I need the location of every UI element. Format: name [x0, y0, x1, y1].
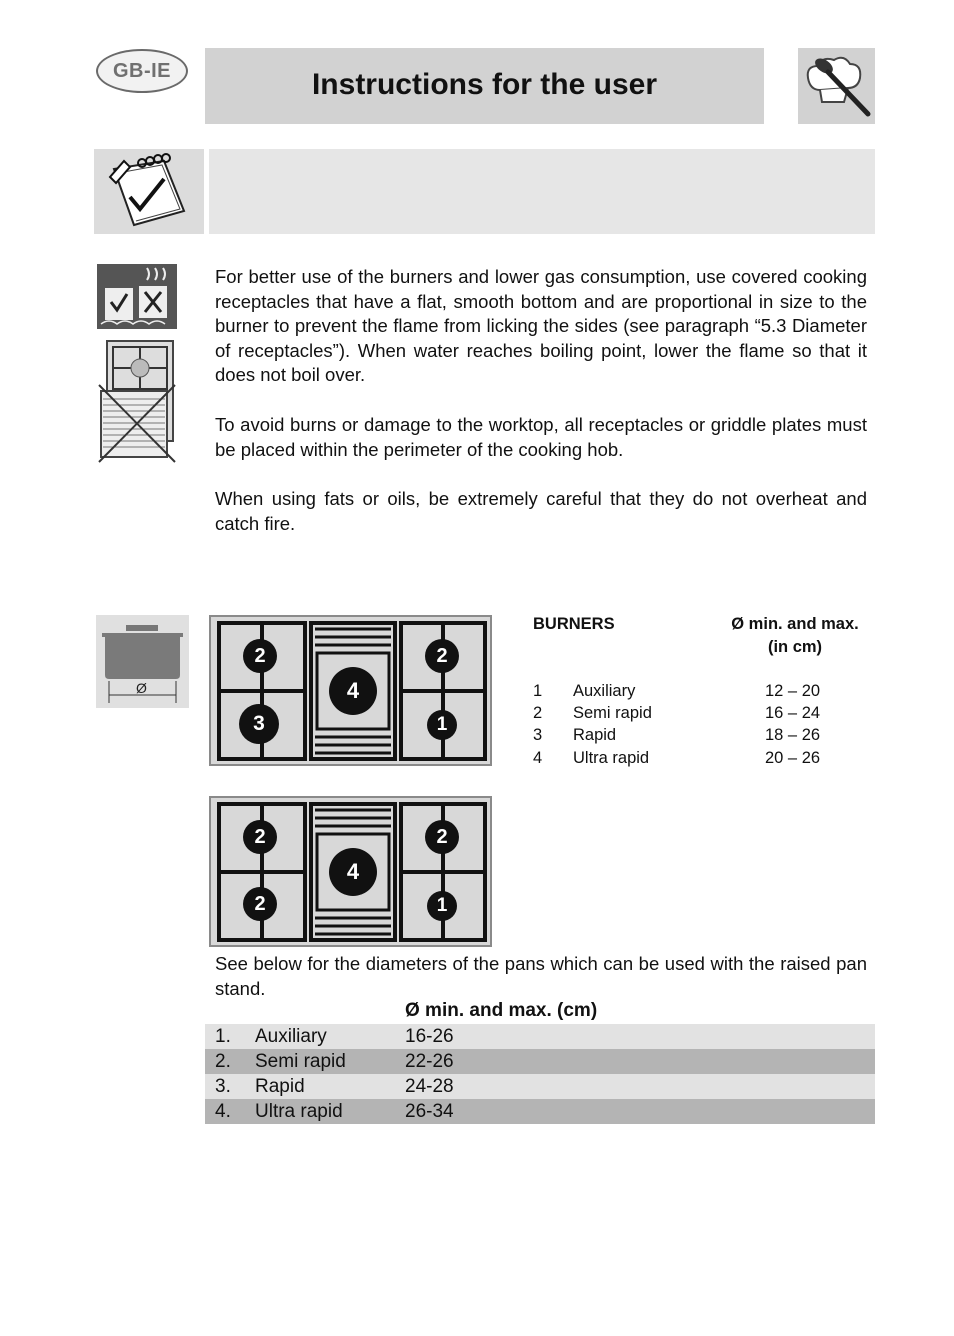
pan-row-range: 16-26 — [405, 1026, 454, 1047]
pan-stand-row — [205, 1024, 875, 1049]
burner-range: 16 – 24 — [765, 704, 821, 722]
burner-row — [533, 749, 833, 771]
hob-diagram-plain — [209, 796, 492, 947]
burners-col-header: BURNERS — [533, 615, 615, 633]
notes-header-band — [209, 149, 875, 234]
pan-stand-row — [205, 1099, 875, 1124]
burner-label: 4 — [329, 848, 377, 896]
diameter-col-header — [718, 615, 872, 657]
language-badge: GB-IE — [96, 49, 188, 93]
burner-label: 2 — [243, 887, 277, 921]
hob-diagram-griddle — [209, 615, 492, 766]
pot-diameter-icon — [96, 615, 189, 708]
burner-range: 18 – 26 — [765, 726, 821, 744]
paragraph-fats-oils: When using fats or oils, be extremely careful that they do not overheat and catch fire. — [215, 488, 867, 534]
burner-label: 1 — [427, 710, 457, 740]
burner-number: 3 — [533, 726, 543, 744]
pan-row-name: Semi rapid — [255, 1051, 346, 1072]
pan-stand-row — [205, 1049, 875, 1074]
diameter-header-line1: Ø min. and max. — [731, 615, 859, 633]
burner-range: 12 – 20 — [765, 682, 821, 700]
burner-number: 4 — [533, 749, 543, 767]
burner-label: 2 — [243, 639, 277, 673]
pan-row-number: 1. — [215, 1026, 231, 1047]
page-title: Instructions for the user — [311, 68, 658, 101]
pan-row-number: 2. — [215, 1051, 231, 1072]
diameter-symbol: Ø — [136, 680, 147, 696]
burner-number: 2 — [533, 704, 543, 722]
burner-name: Rapid — [573, 726, 617, 744]
pan-row-name: Ultra rapid — [255, 1101, 343, 1122]
notes-checklist-icon — [94, 149, 204, 234]
burner-label: 4 — [329, 667, 377, 715]
burner-label: 1 — [427, 891, 457, 921]
burner-row — [533, 682, 833, 704]
paragraph-perimeter: To avoid burns or damage to the worktop, all receptacles or griddle plates must be placed within the perimeter of the cooking hob. — [215, 414, 867, 460]
burner-range: 20 – 26 — [765, 749, 821, 767]
pan-stand-row — [205, 1074, 875, 1099]
covered-pot-icon — [97, 264, 177, 329]
chef-hat-spoon-icon — [798, 48, 875, 124]
pan-row-range: 22-26 — [405, 1051, 454, 1072]
burner-label: 2 — [425, 639, 459, 673]
burner-label: 2 — [425, 820, 459, 854]
pan-stand-intro: See below for the diameters of the pans which can be used with the raised pan stand. — [215, 953, 867, 999]
pan-row-range: 26-34 — [405, 1101, 454, 1122]
pan-row-number: 3. — [215, 1076, 231, 1097]
pan-row-number: 4. — [215, 1101, 231, 1122]
pan-row-name: Auxiliary — [255, 1026, 327, 1047]
pan-stand-header: Ø min. and max. (cm) — [405, 1000, 598, 1021]
pan-row-name: Rapid — [255, 1076, 305, 1097]
burner-label: 2 — [243, 820, 277, 854]
burner-label: 3 — [239, 704, 279, 744]
burner-number: 1 — [533, 682, 543, 700]
paragraph-covered-receptacles: For better use of the burners and lower gas consumption, use covered cooking receptacles that have a flat, smooth bottom and are proportional in size to the burner to prevent the flame from licking the sides (see paragraph “5.3 Diameter of receptacles”). When water reaches boiling point, lower the flame so that it does not boil over. — [215, 266, 867, 386]
burner-row — [533, 726, 833, 748]
pan-row-range: 24-28 — [405, 1076, 454, 1097]
burner-name: Auxiliary — [573, 682, 636, 700]
diameter-header-line2: (in cm) — [767, 638, 823, 656]
burner-name: Semi rapid — [573, 704, 652, 722]
burner-row — [533, 704, 833, 726]
burner-name: Ultra rapid — [573, 749, 650, 767]
griddle-not-allowed-icon — [97, 339, 177, 464]
